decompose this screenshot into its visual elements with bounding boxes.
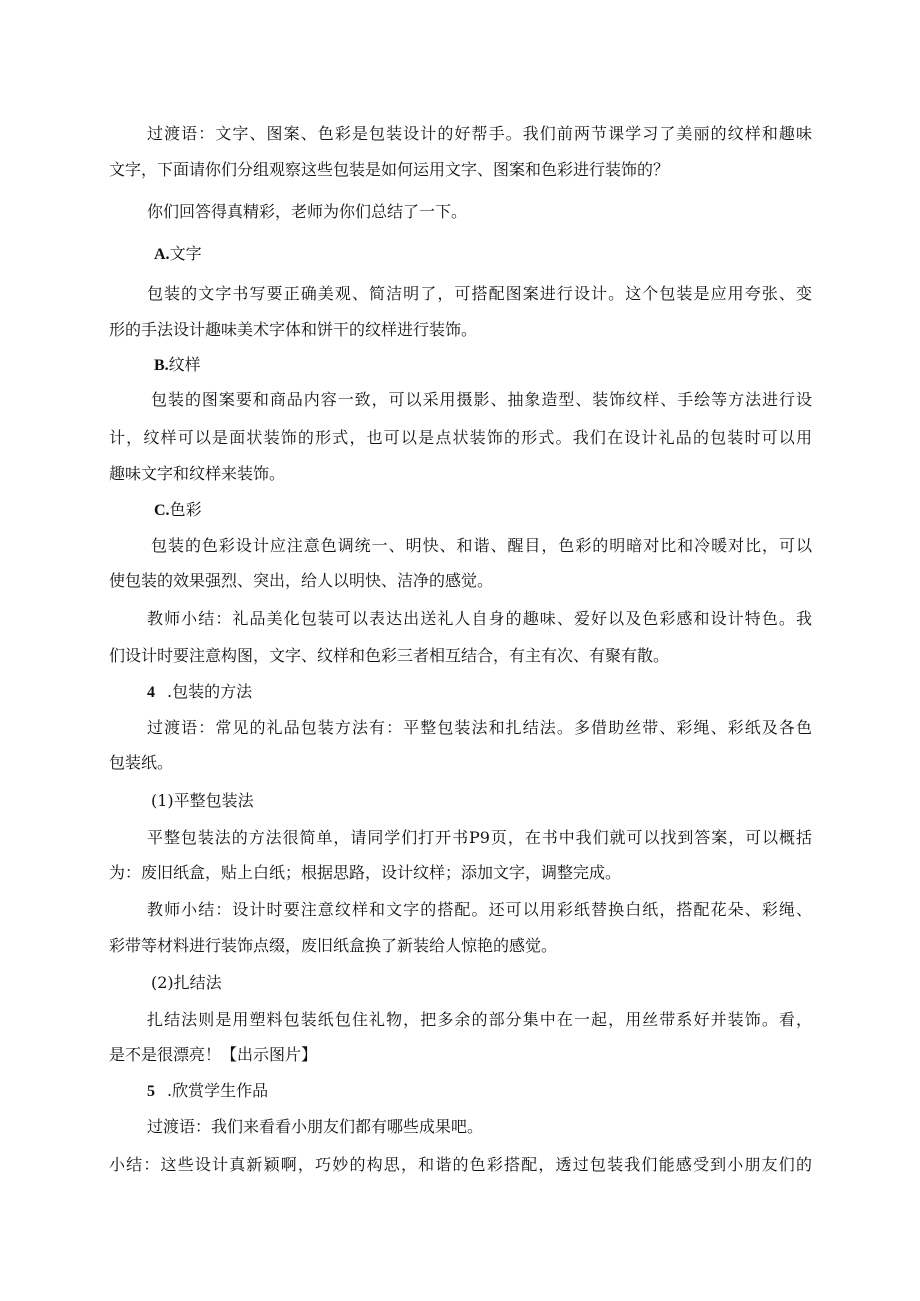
- section-number: 4: [147, 684, 155, 701]
- paragraph-line: 教师小结：设计时要注意纹样和文字的搭配。还可以用彩纸替换白纸，搭配花朵、彩绳、: [147, 900, 812, 919]
- paragraph-line: 平整包装法的方法很简单，请同学们打开书P9页，在书中我们就可以找到答案，可以概括: [147, 828, 812, 847]
- heading-a-text: [154, 244, 202, 265]
- paragraph-line: 包装的色彩设计应注意色调统一、明快、和谐、醒目，色彩的明暗对比和冷暖对比，可以: [151, 536, 812, 555]
- paragraph-line: 过渡语：文字、图案、色彩是包装设计的好帮手。我们前两节课学习了美丽的纹样和趣味: [147, 124, 812, 143]
- paragraph-line: 们设计时要注意构图，文字、纹样和色彩三者相互结合，有主有次、有聚有散。: [109, 646, 670, 665]
- paragraph-line: 教师小结：礼品美化包装可以表达出送礼人自身的趣味、爱好以及色彩感和设计特色。我: [147, 609, 812, 628]
- paragraph-line: 过渡语：常见的礼品包装方法有：平整包装法和扎结法。多借助丝带、彩绳、彩纸及各色: [147, 718, 812, 737]
- section-4-heading: [147, 682, 252, 703]
- section-5-heading: [147, 1081, 268, 1102]
- paragraph-line: 趣味文字和纹样来装饰。: [109, 464, 286, 483]
- heading-letter: C.: [154, 502, 170, 519]
- heading-label: 文字: [169, 244, 202, 263]
- section-number: 5: [147, 1083, 155, 1100]
- heading-letter: A.: [154, 246, 170, 263]
- paragraph-line: 文字，下面请你们分组观察这些包装是如何运用文字、图案和色彩进行装饰的？: [109, 160, 670, 179]
- paragraph-line: 计，纹样可以是面状装饰的形式，也可以是点状装饰的形式。我们在设计礼品的包装时可以用: [109, 428, 812, 447]
- paragraph-line: 彩带等材料进行装饰点缀，废旧纸盒换了新装给人惊艳的感觉。: [109, 936, 558, 955]
- subsection-heading: (1)平整包装法: [151, 791, 254, 810]
- paragraph-line: 你们回答得真精彩，老师为你们总结了一下。: [147, 202, 468, 221]
- paragraph-line: 使包装的效果强烈、突出，给人以明快、洁净的感觉。: [109, 571, 494, 590]
- section-title: .包装的方法: [167, 682, 253, 701]
- paragraph-line: 包装的文字书写要正确美观、简洁明了，可搭配图案进行设计。这个包装是应用夸张、变: [147, 284, 812, 303]
- paragraph-line: 形的手法设计趣味美术字体和饼干的纹样进行装饰。: [109, 320, 478, 339]
- subsection-heading: (2)扎结法: [151, 973, 222, 992]
- heading-label: 纹样: [168, 355, 201, 374]
- section-title: .欣赏学生作品: [167, 1081, 269, 1100]
- heading-letter: B.: [154, 357, 169, 374]
- paragraph-line: 包装的图案要和商品内容一致，可以采用摄影、抽象造型、装饰纹样、手绘等方法进行设: [151, 390, 812, 409]
- paragraph-line: 包装纸。: [109, 753, 174, 772]
- paragraph-line: 过渡语：我们来看看小朋友们都有哪些成果吧。: [147, 1117, 484, 1136]
- heading-c-color: [154, 500, 202, 521]
- paragraph-line: 小结：这些设计真新颖啊，巧妙的构思，和谐的色彩搭配，透过包装我们能感受到小朋友们的: [109, 1155, 812, 1174]
- paragraph-line: 为：废旧纸盒，贴上白纸；根据思路，设计纹样；添加文字，调整完成。: [109, 863, 622, 882]
- heading-b-pattern: [154, 355, 201, 376]
- paragraph-line: 是不是很漂亮！【出示图片】: [109, 1045, 318, 1064]
- paragraph-line: 扎结法则是用塑料包装纸包住礼物，把多余的部分集中在一起，用丝带系好并装饰。看，: [147, 1010, 812, 1029]
- heading-label: 色彩: [169, 500, 202, 519]
